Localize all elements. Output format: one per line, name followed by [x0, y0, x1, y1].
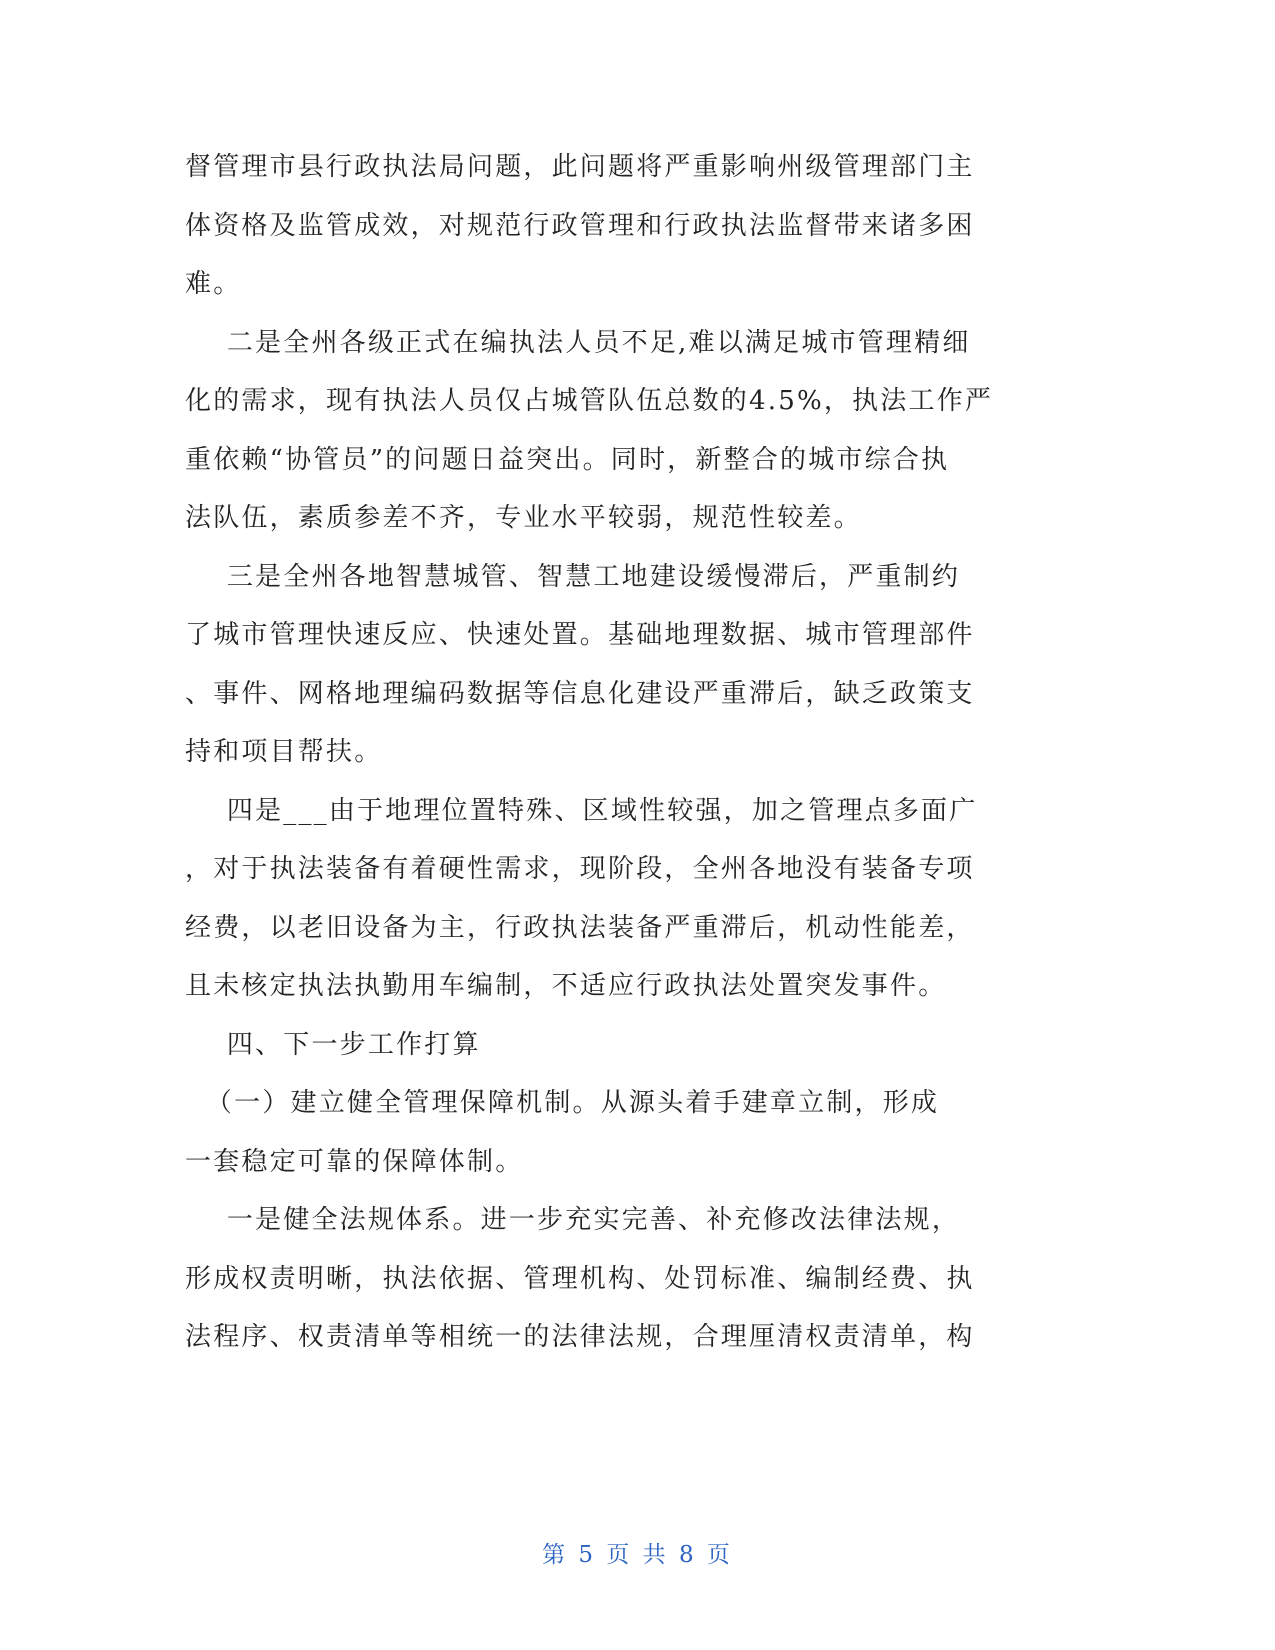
- text-line: ，对于执法装备有着硬性需求，现阶段，全州各地没有装备专项: [185, 854, 975, 884]
- text-line: 三是全州各地智慧城管、智慧工地建设缓慢滞后，严重制约: [185, 561, 961, 592]
- footer-prefix: 第: [542, 1542, 569, 1568]
- footer-suffix: 页: [706, 1542, 733, 1568]
- text-line: 经费，以老旧设备为主，行政执法装备严重滞后，机动性能差，: [185, 912, 975, 943]
- text-line: 了城市管理快速反应、快速处置。基础地理数据、城市管理部件: [185, 620, 975, 650]
- section-heading: 四、下一步工作打算: [185, 1029, 481, 1060]
- text-line: 持和项目帮扶。: [185, 737, 383, 767]
- footer-middle: 页 共: [606, 1542, 669, 1568]
- text-line: 化的需求，现有执法人员仅占城管队伍总数的4.5%，执法工作严: [185, 386, 994, 416]
- text-line: 形成权责明晰，执法依据、管理机构、处罚标准、编制经费、执: [185, 1263, 975, 1294]
- text-line: 、事件、网格地理编码数据等信息化建设严重滞后，缺乏政策支: [185, 678, 975, 709]
- text-line: 法程序、权责清单等相统一的法律法规，合理厘清权责清单，构: [185, 1322, 975, 1352]
- text-line: 法队伍，素质参差不齐，专业水平较弱，规范性较差。: [185, 503, 862, 533]
- footer-page-number: 5: [578, 1542, 597, 1568]
- text-line: 重依赖“协管员”的问题日益突出。同时，新整合的城市综合执: [185, 444, 950, 475]
- document-body: [185, 138, 1065, 1367]
- text-line: （一）建立健全管理保障机制。从源头着手建章立制，形成: [185, 1088, 940, 1118]
- text-line: 难。: [185, 269, 242, 299]
- text-line: 督管理市县行政执法局问题，此问题将严重影响州级管理部门主: [185, 152, 975, 182]
- text-line: 一套稳定可靠的保障体制。: [185, 1146, 524, 1177]
- text-line: 一是健全法规体系。进一步充实完善、补充修改法律法规，: [185, 1205, 961, 1235]
- text-line: 二是全州各级正式在编执法人员不足,难以满足城市管理精细: [185, 327, 971, 358]
- footer-total-pages: 8: [678, 1542, 697, 1568]
- text-line: 且未核定执法执勤用车编制，不适应行政执法处置突发事件。: [185, 971, 947, 1001]
- text-line: 四是___由于地理位置特殊、区域性较强，加之管理点多面广: [185, 795, 978, 826]
- page-footer: [0, 1536, 1275, 1569]
- text-line: 体资格及监管成效，对规范行政管理和行政执法监督带来诸多困: [185, 210, 975, 241]
